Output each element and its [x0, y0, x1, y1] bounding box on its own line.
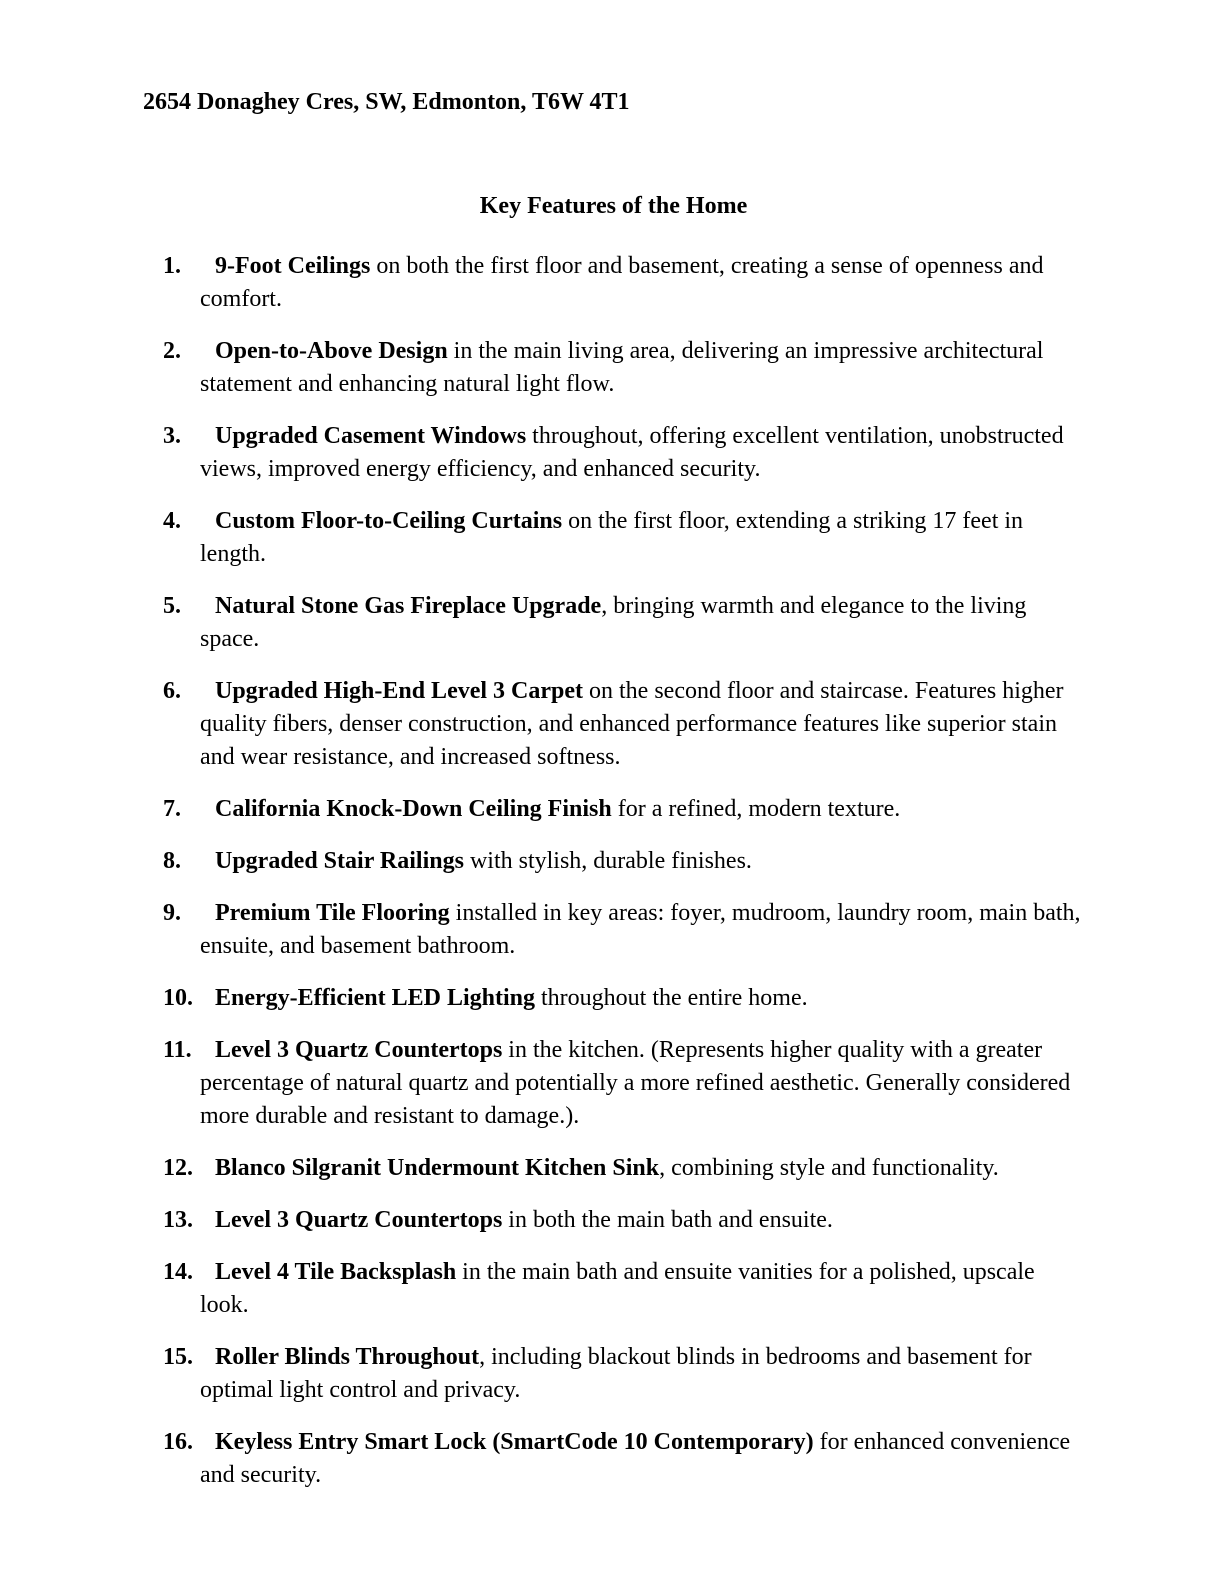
item-rest: with stylish, durable finishes.: [463, 848, 752, 874]
list-item: [143, 675, 1083, 774]
item-lead: Upgraded Casement Windows: [215, 423, 527, 449]
item-lead: Upgraded High-End Level 3 Carpet: [215, 678, 584, 704]
item-text: [200, 590, 1083, 656]
item-text: [200, 1256, 1083, 1322]
item-number: 3.: [163, 423, 181, 449]
item-number: 4.: [163, 508, 181, 534]
item-lead: Level 3 Quartz Countertops: [215, 1207, 503, 1233]
item-lead: Upgraded Stair Railings: [215, 848, 464, 874]
item-text: [200, 1034, 1083, 1133]
list-item: [143, 1034, 1083, 1133]
item-text: [200, 793, 1083, 826]
item-text: [200, 1341, 1083, 1407]
item-rest: , combining style and functionality.: [659, 1155, 999, 1181]
item-rest: for enhanced convenience and security.: [200, 1429, 1071, 1488]
item-rest: on the second floor and staircase. Features higher quality fibers, denser construction, and enhanced performance features like superior stain and wear resistance, and increased softness.: [200, 678, 1064, 770]
item-number: 6.: [163, 678, 181, 704]
list-item: [143, 897, 1083, 963]
item-text: [200, 897, 1083, 963]
item-text: [200, 420, 1083, 486]
item-rest: installed in key areas: foyer, mudroom, laundry room, main bath, ensuite, and basement bathroom.: [200, 900, 1081, 959]
item-text: [200, 1426, 1083, 1492]
item-lead: Open-to-Above Design: [215, 338, 448, 364]
item-text: [200, 675, 1083, 774]
list-item: [143, 1152, 1083, 1185]
list-item: [143, 420, 1083, 486]
page-title: Key Features of the Home: [479, 193, 748, 219]
item-rest: in the main living area, delivering an impressive architectural statement and enhancing natural light flow.: [200, 338, 1044, 397]
item-number: 10.: [163, 985, 193, 1011]
item-rest: on both the first floor and basement, creating a sense of openness and comfort.: [200, 253, 1044, 312]
item-rest: throughout the entire home.: [535, 985, 808, 1011]
list-item: [143, 1426, 1083, 1492]
item-rest: in both the main bath and ensuite.: [502, 1207, 833, 1233]
item-lead: Energy-Efficient LED Lighting: [215, 985, 536, 1011]
item-lead: Natural Stone Gas Fireplace Upgrade: [215, 593, 602, 619]
item-rest: , including blackout blinds in bedrooms and basement for optimal light control and privacy.: [200, 1344, 1032, 1403]
item-text: [200, 250, 1083, 316]
item-lead: Roller Blinds Throughout: [215, 1344, 480, 1370]
item-number: 5.: [163, 593, 181, 619]
list-item: [143, 590, 1083, 656]
feature-list: [143, 250, 1084, 1492]
item-number: 13.: [163, 1207, 193, 1233]
item-text: [200, 1152, 1083, 1185]
list-item: [143, 1256, 1083, 1322]
item-rest: for a refined, modern texture.: [611, 796, 901, 822]
list-item: [143, 250, 1083, 316]
item-number: 2.: [163, 338, 181, 364]
item-rest: in the main bath and ensuite vanities for a polished, upscale look.: [200, 1259, 1035, 1318]
list-item: [143, 335, 1083, 401]
property-address: 2654 Donaghey Cres, SW, Edmonton, T6W 4T1: [143, 89, 630, 115]
list-item: [143, 1204, 1083, 1237]
item-number: 12.: [163, 1155, 193, 1181]
list-item: [143, 982, 1083, 1015]
item-text: [200, 505, 1083, 571]
list-item: [143, 505, 1083, 571]
item-number: 15.: [163, 1344, 193, 1370]
item-text: [200, 335, 1083, 401]
item-number: 16.: [163, 1429, 193, 1455]
item-number: 9.: [163, 900, 181, 926]
list-item: [143, 793, 1083, 826]
item-rest: in the kitchen. (Represents higher quality with a greater percentage of natural quartz and potentially a more refined aesthetic. Generally considered more durable and resistant to damage.).: [200, 1037, 1071, 1129]
list-item: [143, 1341, 1083, 1407]
item-lead: 9-Foot Ceilings: [215, 253, 371, 279]
item-lead: Level 4 Tile Backsplash: [215, 1259, 457, 1285]
item-number: 11.: [163, 1037, 192, 1063]
item-lead: Custom Floor-to-Ceiling Curtains: [215, 508, 563, 534]
item-number: 8.: [163, 848, 181, 874]
item-number: 7.: [163, 796, 181, 822]
item-lead: Premium Tile Flooring: [215, 900, 450, 926]
item-text: [200, 845, 1083, 878]
item-lead: Keyless Entry Smart Lock (SmartCode 10 Contemporary): [215, 1429, 814, 1455]
item-number: 14.: [163, 1259, 193, 1285]
item-text: [200, 982, 1083, 1015]
item-number: 1.: [163, 253, 181, 279]
item-text: [200, 1204, 1083, 1237]
item-lead: Blanco Silgranit Undermount Kitchen Sink: [215, 1155, 660, 1181]
list-item: [143, 845, 1083, 878]
item-lead: California Knock-Down Ceiling Finish: [215, 796, 612, 822]
item-rest: , bringing warmth and elegance to the living space.: [200, 593, 1027, 652]
item-lead: Level 3 Quartz Countertops: [215, 1037, 503, 1063]
item-rest: throughout, offering excellent ventilation, unobstructed views, improved energy efficiency, and enhanced security.: [200, 423, 1064, 482]
item-rest: on the first floor, extending a striking 17 feet in length.: [200, 508, 1024, 567]
